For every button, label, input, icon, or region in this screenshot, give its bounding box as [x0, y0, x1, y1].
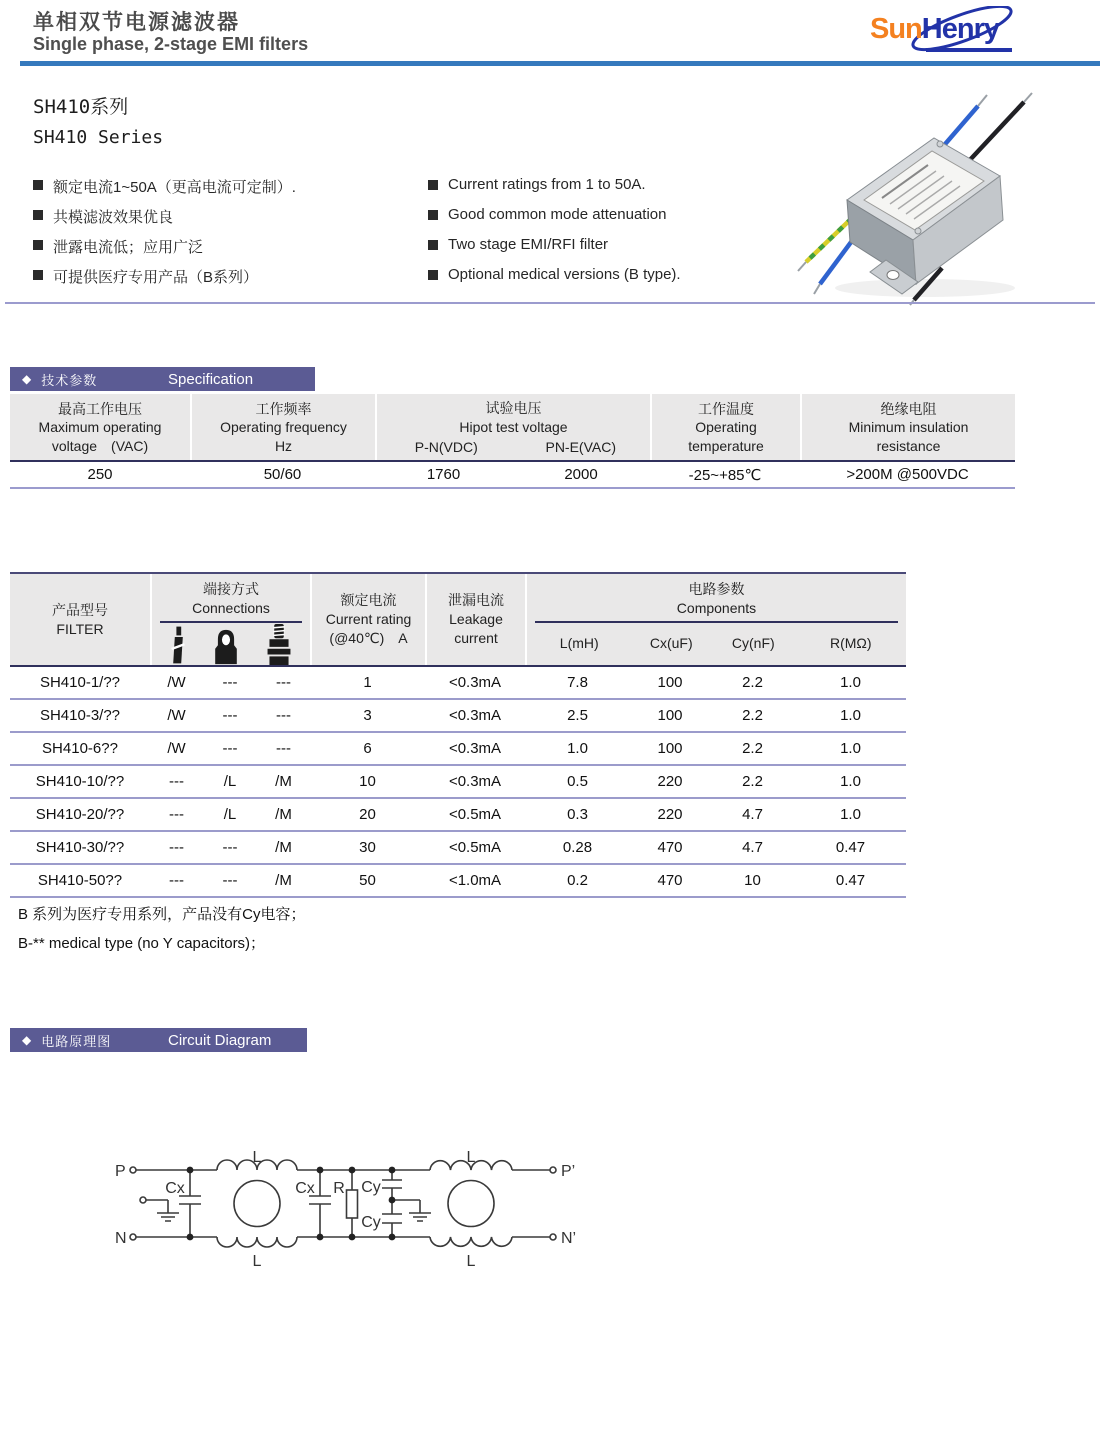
- cell-stud: /M: [275, 773, 292, 790]
- cell-model: SH410-30/??: [35, 839, 125, 856]
- header-connections-labels: [152, 574, 310, 618]
- header-connections-cn: 端接方式: [203, 581, 259, 597]
- cell-r: 1.0: [840, 707, 861, 724]
- header-leakage: [425, 574, 525, 665]
- spec-col-label-en: temperature: [688, 438, 764, 455]
- cell-r: 1.0: [840, 674, 861, 691]
- cell-cy: 10: [744, 872, 761, 889]
- spec-value-pn-vdc: 1760: [426, 465, 461, 483]
- header-connections-en: Connections: [192, 599, 270, 616]
- bullet-square-icon: [428, 180, 438, 190]
- brand-logo: [862, 6, 1032, 54]
- model-row: [10, 865, 906, 898]
- spec-section-bar: [10, 367, 315, 391]
- feature-text: Good common mode attenuation: [448, 206, 667, 223]
- cell-lug: ---: [222, 707, 238, 724]
- cell-r: 1.0: [840, 740, 861, 757]
- section-divider-rule: [5, 302, 1095, 304]
- cell-cx: 220: [657, 773, 683, 790]
- logo-wordmark: [870, 13, 999, 46]
- feature-text: Optional medical versions (B type).: [448, 266, 681, 283]
- spec-col-insulation: [800, 394, 1015, 460]
- cell-lug: ---: [222, 740, 238, 757]
- spec-col-frequency: [190, 394, 375, 460]
- feature-item: [428, 206, 666, 223]
- model-row: [10, 667, 906, 700]
- cell-wire: /W: [167, 674, 186, 691]
- model-row: [10, 832, 906, 865]
- cell-current: 6: [363, 740, 372, 757]
- feature-text: 可提供医疗专用产品（B系列）: [53, 269, 259, 286]
- spec-value-frequency: 50/60: [263, 465, 302, 483]
- cell-cy: 2.2: [742, 674, 763, 691]
- spec-section-label-cn: 技术参数: [41, 372, 98, 388]
- cell-model: SH410-50??: [37, 872, 123, 889]
- cell-cx: 100: [657, 707, 683, 724]
- header-leakage-en: Leakage: [449, 611, 503, 628]
- bullet-square-icon: [33, 270, 43, 280]
- bullet-square-icon: [428, 240, 438, 250]
- circuit-label-l1-bottom: L: [252, 1253, 262, 1270]
- circuit-label-cy1: Cy: [361, 1179, 381, 1196]
- cell-leakage: <0.3mA: [448, 674, 502, 691]
- cell-cx: 100: [657, 674, 683, 691]
- spec-values-row: [10, 462, 1015, 489]
- logo-underline: [926, 48, 1012, 52]
- feature-item: [428, 236, 608, 253]
- circuit-label-n: N: [115, 1230, 127, 1247]
- cell-l: 0.28: [562, 839, 593, 856]
- feature-text: 泄露电流低；应用广泛: [53, 239, 204, 256]
- circuit-label-l1-top: L: [252, 1149, 262, 1166]
- spec-col-label-en: Minimum insulation: [848, 419, 969, 436]
- spec-col-temperature: [650, 394, 800, 460]
- cell-leakage: <0.5mA: [448, 839, 502, 856]
- cell-lug: /L: [223, 773, 237, 790]
- spec-col-label-cn: 工作温度: [698, 400, 754, 417]
- spec-col-label-en: voltage (VAC): [51, 438, 149, 455]
- circuit-section-label-cn: 电路原理图: [41, 1033, 112, 1049]
- spec-subcol-pne-vac: PN-E(VAC): [545, 438, 617, 455]
- cell-wire: ---: [169, 839, 184, 856]
- feature-item: [428, 266, 681, 283]
- bullet-square-icon: [428, 210, 438, 220]
- cell-l: 2.5: [567, 707, 588, 724]
- spec-col-label-cn: 绝缘电阻: [880, 400, 937, 417]
- cell-cx: 470: [657, 872, 683, 889]
- cell-l: 0.2: [567, 872, 588, 889]
- spec-subcol-pn-vdc: P-N(VDC): [414, 438, 478, 455]
- circuit-label-p: P: [115, 1163, 126, 1180]
- cell-l: 0.5: [567, 773, 588, 790]
- series-title-en: SH410 Series: [33, 127, 164, 148]
- header-components: [525, 574, 906, 665]
- feature-text: Current ratings from 1 to 50A.: [448, 176, 646, 193]
- bullet-square-icon: [428, 270, 438, 280]
- cell-current: 20: [359, 806, 376, 823]
- cell-leakage: <0.3mA: [448, 740, 502, 757]
- cell-l: 1.0: [567, 740, 588, 757]
- cell-leakage: <0.3mA: [448, 773, 502, 790]
- circuit-label-l2-top: L: [466, 1149, 476, 1166]
- diamond-icon: ◆: [22, 1033, 32, 1047]
- spec-col-max-voltage: [10, 394, 190, 460]
- bullet-square-icon: [33, 240, 43, 250]
- spec-section-label-en: Specification: [168, 370, 254, 388]
- cell-model: SH410-10/??: [35, 773, 125, 790]
- bullet-square-icon: [33, 210, 43, 220]
- screw-stud-icon: [266, 625, 292, 665]
- cell-cy: 2.2: [742, 773, 763, 790]
- cell-r: 1.0: [840, 773, 861, 790]
- header-current-en: Current rating: [325, 611, 412, 628]
- spec-col-label-cn: 最高工作电压: [58, 400, 142, 417]
- model-row: [10, 799, 906, 832]
- feature-item: [33, 236, 203, 257]
- circuit-label-cx1: Cx: [165, 1180, 185, 1197]
- circuit-label-l2-bottom: L: [466, 1253, 476, 1270]
- models-table-header: [10, 574, 906, 667]
- spec-col-label-en: Operating: [695, 419, 757, 436]
- cell-stud: ---: [276, 707, 291, 724]
- spec-value-voltage: 250: [87, 465, 113, 483]
- header-rule: [20, 61, 1100, 66]
- cell-current: 30: [359, 839, 376, 856]
- cell-stud: ---: [276, 740, 291, 757]
- cell-wire: /W: [167, 740, 186, 757]
- connection-icons: [152, 623, 310, 667]
- header-components-cn: 电路参数: [688, 581, 745, 597]
- circuit-section-bar: [10, 1028, 307, 1052]
- header-current-rating: [310, 574, 425, 665]
- cell-model: SH410-6??: [42, 740, 118, 757]
- cell-cx: 220: [657, 806, 683, 823]
- cell-stud: /M: [275, 806, 292, 823]
- circuit-label-p-out: P’: [561, 1163, 576, 1180]
- cell-current: 50: [359, 872, 376, 889]
- feature-text: 共模滤波效果优良: [53, 209, 174, 226]
- cell-current: 3: [363, 707, 372, 724]
- subcol-l-mh: L(mH): [559, 635, 599, 652]
- cell-leakage: <0.5mA: [448, 806, 502, 823]
- cell-current: 1: [363, 674, 372, 691]
- header-leakage-en2: current: [454, 629, 498, 646]
- cell-cy: 2.2: [742, 740, 763, 757]
- spec-table: [10, 394, 1015, 489]
- circuit-label-cy2: Cy: [361, 1214, 381, 1231]
- cell-wire: ---: [169, 806, 184, 823]
- circuit-diagram: [105, 1122, 605, 1287]
- logo-text-sun: Sun: [870, 13, 922, 45]
- spec-col-label-cn: 工作频率: [255, 400, 312, 417]
- cell-r: 1.0: [840, 806, 861, 823]
- spec-col-label-en: resistance: [876, 438, 941, 455]
- circuit-label-cx2: Cx: [295, 1180, 315, 1197]
- product-photo: [790, 88, 1090, 306]
- model-row: [10, 733, 906, 766]
- logo-text-henry: Henry: [921, 13, 999, 45]
- feature-item: [428, 176, 646, 193]
- cell-wire: ---: [169, 872, 184, 889]
- cell-cy: 4.7: [742, 839, 763, 856]
- spec-col-label-en: Hipot test voltage: [459, 418, 568, 435]
- cell-current: 10: [359, 773, 376, 790]
- feature-text: 额定电流1~50A（更高电流可定制）.: [53, 179, 296, 196]
- circuit-label-n-out: N’: [561, 1230, 577, 1247]
- spec-hipot-subheader: [379, 438, 648, 457]
- spec-value-temperature: -25~+85℃: [688, 466, 762, 484]
- header-current-cn: 额定电流: [340, 592, 397, 609]
- model-row: [10, 766, 906, 799]
- cell-wire: ---: [169, 773, 184, 790]
- header-connections: [150, 574, 310, 665]
- header-current-en2: (@40℃) A: [329, 629, 408, 646]
- feature-text: Two stage EMI/RFI filter: [448, 236, 609, 253]
- spec-table-header: [10, 394, 1015, 462]
- model-row: [10, 700, 906, 733]
- cell-cx: 100: [657, 740, 683, 757]
- cell-l: 7.8: [567, 674, 588, 691]
- spec-value-pne-vac: 2000: [564, 465, 598, 483]
- bullet-square-icon: [33, 180, 43, 190]
- cell-r: 0.47: [835, 839, 866, 856]
- header-leakage-cn: 泄漏电流: [448, 592, 504, 609]
- feature-item: [33, 176, 296, 197]
- cell-model: SH410-3/??: [39, 707, 121, 724]
- header-filter-en: FILTER: [56, 620, 104, 637]
- wire-terminal-icon: [170, 625, 186, 665]
- cell-leakage: <1.0mA: [448, 872, 502, 889]
- circuit-section-label-en: Circuit Diagram: [168, 1031, 272, 1049]
- cell-lug: ---: [222, 674, 238, 691]
- cell-lug: ---: [222, 839, 238, 856]
- series-title-cn: SH410系列: [33, 96, 129, 118]
- cell-cy: 2.2: [742, 707, 763, 724]
- header-components-labels: [527, 574, 906, 618]
- spec-col-label-en: Operating frequency: [220, 419, 347, 436]
- note-en: B-** medical type (no Y capacitors)；: [18, 935, 266, 952]
- note-cn: B 系列为医疗专用系列，产品没有Cy电容；: [18, 906, 306, 923]
- header-components-en: Components: [676, 599, 757, 616]
- cell-stud: /M: [275, 872, 292, 889]
- components-subheader: [527, 623, 906, 665]
- feature-item: [33, 266, 258, 287]
- diamond-icon: ◆: [22, 372, 32, 386]
- models-table: [10, 572, 906, 898]
- cell-wire: /W: [167, 707, 186, 724]
- circuit-label-r: R: [333, 1180, 345, 1197]
- spec-col-label-en: Maximum operating: [38, 419, 162, 436]
- spec-col-label-en: Hz: [274, 438, 293, 455]
- cell-lug: ---: [222, 872, 238, 889]
- page-title-cn: 单相双节电源滤波器: [33, 11, 240, 34]
- subcol-cx-uf: Cx(uF): [649, 635, 693, 652]
- spec-col-hipot: [375, 394, 650, 460]
- page-title-en: Single phase, 2-stage EMI filters: [33, 34, 309, 54]
- cell-stud: ---: [276, 674, 291, 691]
- feature-item: [33, 206, 173, 227]
- subcol-r-mohm: R(MΩ): [830, 635, 872, 652]
- cell-model: SH410-1/??: [39, 674, 121, 691]
- cell-l: 0.3: [567, 806, 588, 823]
- cell-model: SH410-20/??: [35, 806, 125, 823]
- cell-leakage: <0.3mA: [448, 707, 502, 724]
- cell-cy: 4.7: [742, 806, 763, 823]
- ring-lug-icon: [214, 625, 238, 665]
- cell-r: 0.47: [835, 872, 866, 889]
- cell-lug: /L: [223, 806, 237, 823]
- subcol-cy-nf: Cy(nF): [731, 635, 775, 652]
- header-filter: [10, 574, 150, 665]
- header-filter-cn: 产品型号: [52, 601, 108, 618]
- cell-cx: 470: [657, 839, 683, 856]
- spec-col-label-cn: 试验电压: [485, 400, 542, 416]
- cell-stud: /M: [275, 839, 292, 856]
- spec-value-insulation: >200M @500VDC: [846, 465, 969, 483]
